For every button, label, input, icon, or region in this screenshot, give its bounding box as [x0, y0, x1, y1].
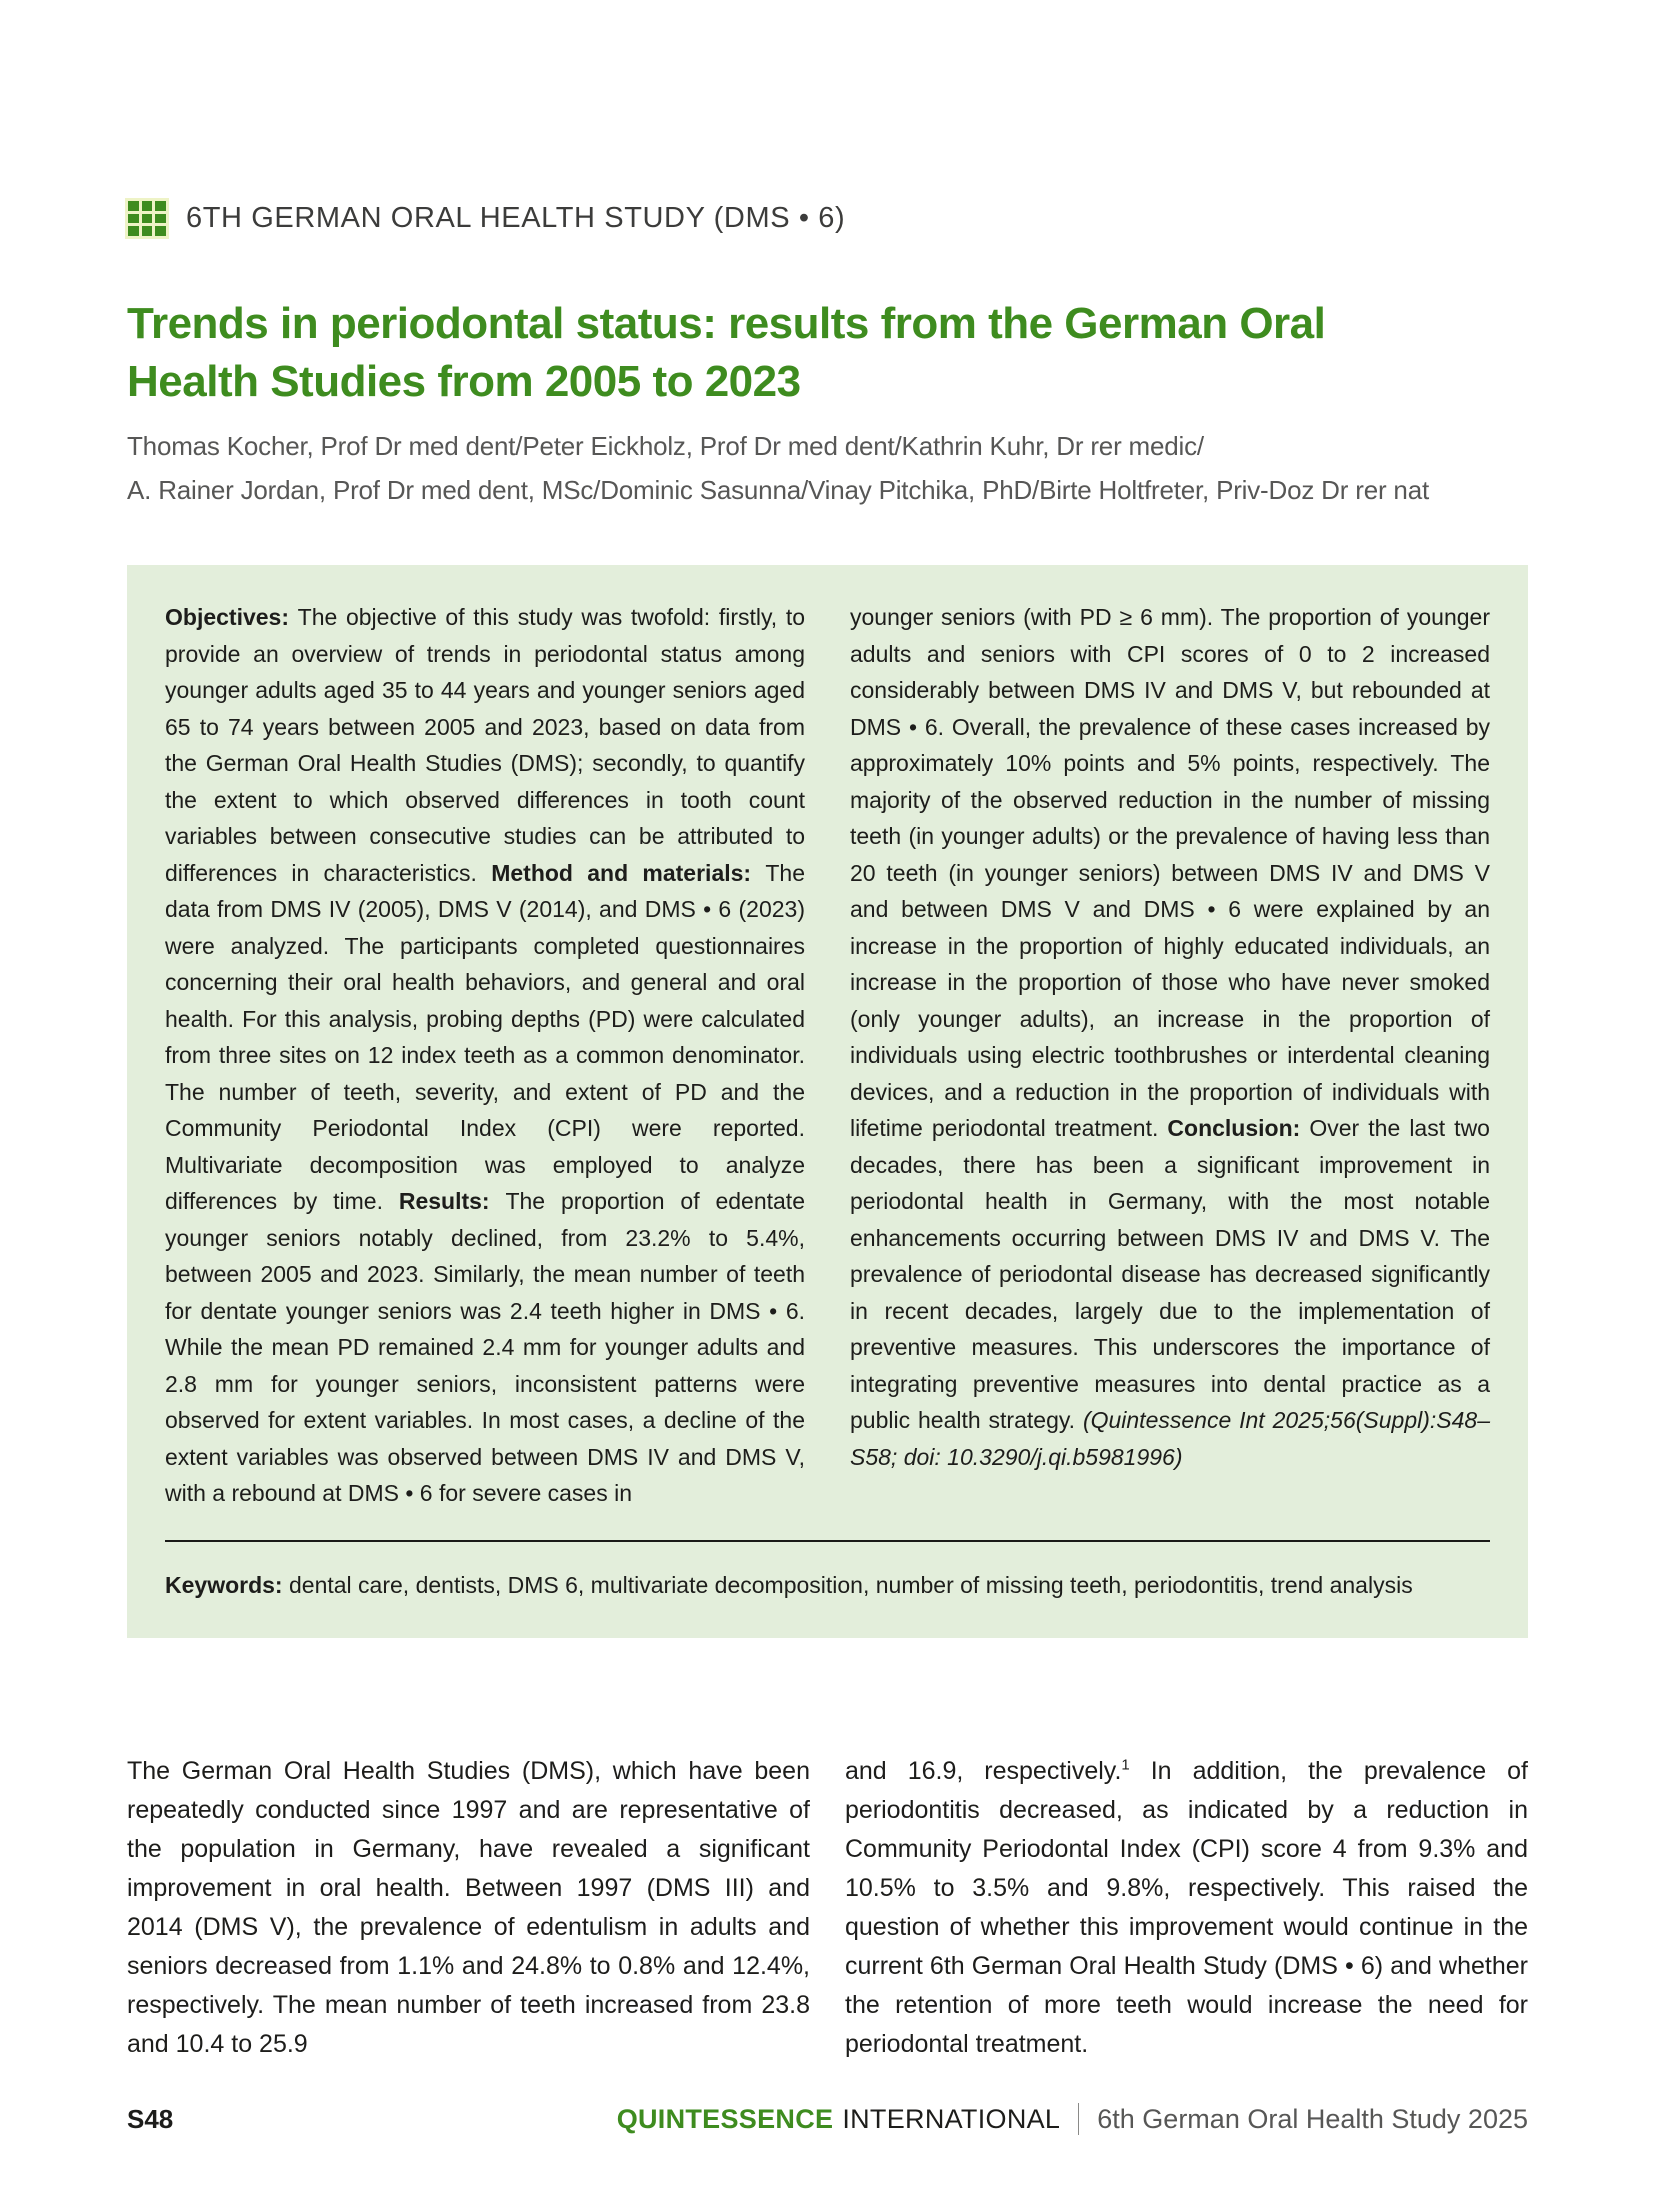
journal-brand: [617, 2103, 1528, 2135]
page-footer: [127, 2103, 1528, 2135]
body-column-left: The German Oral Health Studies (DMS), which have been repeatedly conducted since 1997 and are representative of the population in Germany, have revealed a significant improvement in oral health. Between 1997 (DMS III) and 2014 (DMS V), the prevalence of edentulism in adults and seniors decreased from 1.1% and 24.8% to 0.8% and 12.4%, respectively. The mean number of teeth increased from 23.8 and 10.4 to 25.9: [127, 1757, 810, 2058]
abstract-box: [127, 565, 1528, 1638]
footer-divider: [1078, 2103, 1079, 2135]
article-body: [127, 1752, 1528, 2064]
author-list-line2: A. Rainer Jordan, Prof Dr med dent, MSc/Dominic Sasunna/Vinay Pitchika, PhD/Birte Holtfreter, Priv-Doz Dr rer nat: [127, 475, 1429, 505]
author-list-line1: Thomas Kocher, Prof Dr med dent/Peter Eickholz, Prof Dr med dent/Kathrin Kuhr, Dr rer medic/: [127, 431, 1204, 461]
keywords-divider: [165, 1540, 1490, 1542]
article-title-line1: Trends in periodontal status: results from the German Oral: [127, 299, 1326, 349]
series-label: 6TH GERMAN ORAL HEALTH STUDY (DMS • 6): [186, 202, 846, 234]
series-header: [125, 198, 845, 239]
article-title: [127, 295, 1325, 411]
abstract-column-left: Objectives: The objective of this study was twofold: firstly, to provide an overview of trends in periodontal status among younger adults aged 35 to 44 years and younger seniors aged 65 to 74 years between 2005 and 2023, based on data from the German Oral Health Studies (DMS); secondly, to quantify the extent to which observed differences in tooth count variables between consecutive studies can be attributed to differences in characteristics. Method and materials: The data from DMS IV (2005), DMS V (2014), and DMS • 6 (2023) were analyzed. The participants completed questionnaires concerning their oral health behaviors, and general and oral health. For this analysis, probing depths (PD) were calculated from three sites on 12 index teeth as a common denominator. The number of teeth, severity, and extent of PD and the Community Periodontal Index (CPI) were reported. Multivariate decomposition was employed to analyze differences by time. Results: The proportion of edentate younger seniors notably declined, from 23.2% to 5.4%, between 2005 and 2023. Similarly, the mean number of teeth for dentate younger seniors was 2.4 teeth higher in DMS • 6. While the mean PD remained 2.4 mm for younger adults and 2.8 mm for younger seniors, inconsistent patterns were observed for extent variables. In most cases, a decline of the extent variables was observed between DMS IV and DMS V, with a rebound at DMS • 6 for severe cases in: [165, 604, 806, 1506]
body-column-right: and 16.9, respectively.$^1$ In addition, the prevalence of periodontitis decreased, as indicated by a reduction in Community Periodontal Index (CPI) score 4 from 9.3% and 10.5% to 3.5% and 9.8%, respectively. This raised the question of whether this improvement would continue in the current 6th German Oral Health Study (DMS • 6) and whether the retention of more teeth would increase the need for periodontal treatment.: [845, 1756, 1528, 2058]
keywords-line: Keywords: dental care, dentists, DMS 6, multivariate decomposition, number of missing teeth, periodontitis, trend analysis: [165, 1571, 1413, 1598]
abstract-columns: [165, 599, 1490, 1512]
author-list: [127, 424, 1429, 512]
journal-name-regular: INTERNATIONAL: [842, 2103, 1061, 2134]
article-title-line2: Health Studies from 2005 to 2023: [127, 357, 801, 407]
journal-name-bold: QUINTESSENCE: [616, 2103, 834, 2134]
page-number: S48: [127, 2103, 174, 2134]
dms-logo-icon: [125, 198, 169, 239]
abstract-column-right: younger seniors (with PD ≥ 6 mm). The proportion of younger adults and seniors with CPI scores of 0 to 2 increased considerably between DMS IV and DMS V, but rebounded at DMS • 6. Overall, the prevalence of these cases increased by approximately 10% points and 5% points, respectively. The majority of the observed reduction in the number of missing teeth (in younger adults) or the prevalence of having less than 20 teeth (in younger seniors) between DMS IV and DMS V and between DMS V and DMS • 6 were explained by an increase in the proportion of highly educated individuals, an increase in the proportion of those who have never smoked (only younger adults), an increase in the proportion of individuals using electric toothbrushes or interdental cleaning devices, and a reduction in the proportion of individuals with lifetime periodontal treatment. Conclusion: Over the last two decades, there has been a significant improvement in periodontal health in Germany, with the most notable enhancements occurring between DMS IV and DMS V. The prevalence of periodontal disease has decreased significantly in recent decades, largely due to the implementation of preventive measures. This underscores the importance of integrating preventive measures into dental practice as a public health strategy. (Quintessence Int 2025;56(Suppl):S48–S58; doi: 10.3290/j.qi.b5981996): [850, 604, 1490, 1470]
issue-label: 6th German Oral Health Study 2025: [1097, 2103, 1528, 2134]
